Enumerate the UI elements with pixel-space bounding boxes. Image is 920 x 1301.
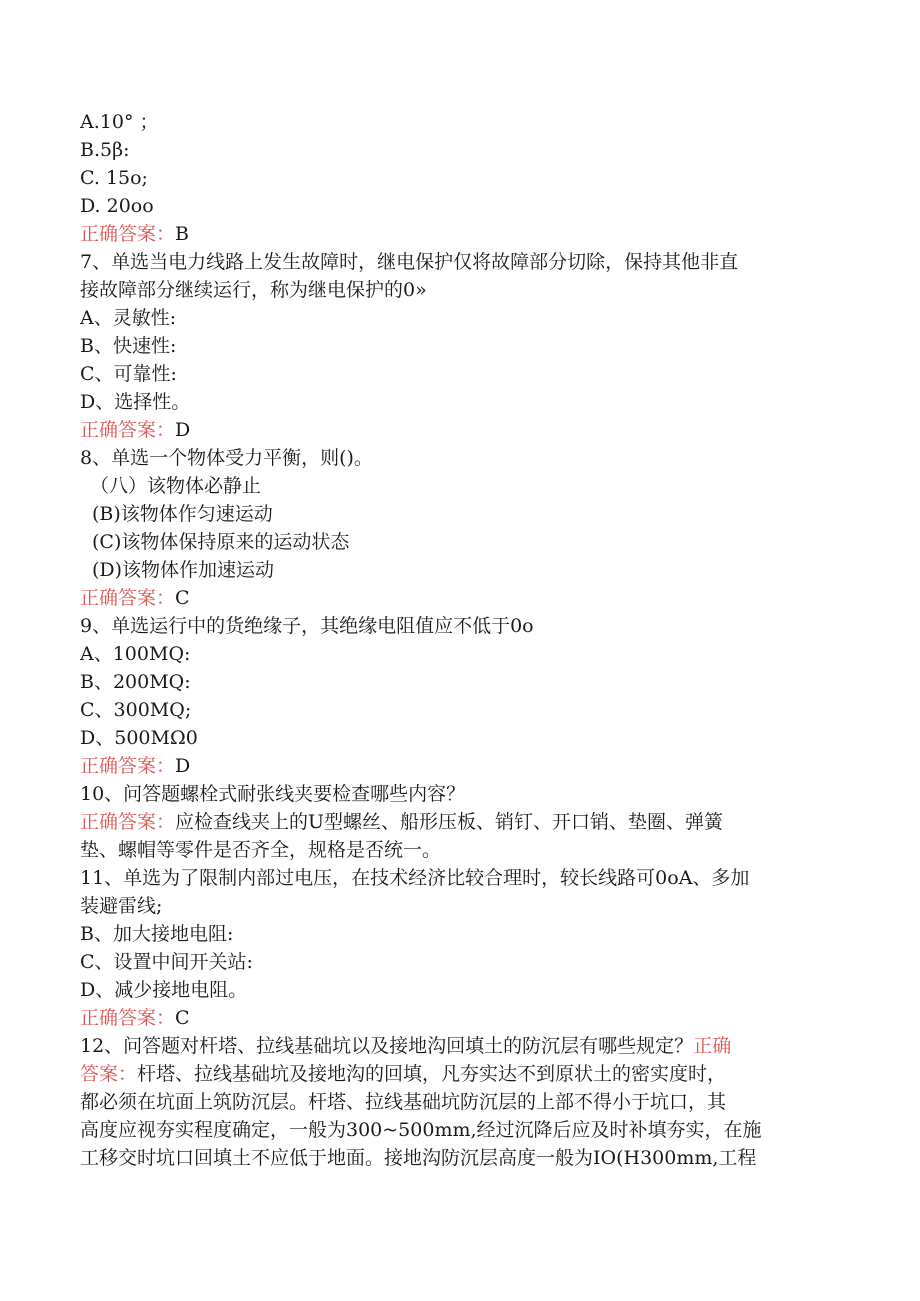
q12-answer-line-1 [80, 1060, 830, 1088]
q6-answer [80, 220, 830, 248]
q9-stem: 9、单选运行中的货绝缘子，其绝缘电阻值应不低于0o [80, 615, 534, 637]
answer-label: 正确答案： [80, 811, 176, 833]
q7-option-b: B、快速性: [80, 335, 177, 357]
answer-text: 杆塔、拉线基础坑及接地沟的回填，凡夯实达不到原状土的密实度时， [137, 1063, 727, 1085]
q11-stem-line-2: 装避雷线; [80, 895, 163, 917]
q8-answer [80, 584, 830, 612]
answer-label: 正确答案： [80, 1007, 176, 1029]
q11-option-c: C、设置中间开关站: [80, 951, 253, 973]
answer-label-part-1: 正确 [693, 1035, 732, 1057]
q7-answer [80, 416, 830, 444]
q11-option-d: D、减少接地电阻。 [80, 979, 248, 1001]
q6-option-b: B.5β: [80, 139, 130, 161]
q8-option-d: (D)该物体作加速运动 [92, 559, 275, 581]
q12-answer-line-4: 工移交时坑口回填土不应低于地面。接地沟防沉层高度一般为IO(H300mm,工程 [80, 1147, 757, 1169]
q6-option-c: C. 15o; [80, 167, 148, 189]
q7-option-d: D、选择性。 [80, 391, 191, 413]
q10-stem: 10、问答题螺栓式耐张线夹要检查哪些内容？ [80, 783, 466, 805]
answer-value: C [175, 1007, 190, 1029]
answer-label: 正确答案： [80, 587, 176, 609]
q12-stem [80, 1032, 830, 1060]
q8-option-b: (B)该物体作匀速运动 [92, 503, 273, 525]
q11-option-b: B、加大接地电阻: [80, 923, 234, 945]
answer-label: 正确答案： [80, 223, 176, 245]
q7-option-a: A、灵敏性: [80, 307, 177, 329]
document-page [80, 108, 830, 1172]
q6-option-d: D. 20oo [80, 195, 154, 217]
q10-answer-line-1 [80, 808, 830, 836]
q9-option-b: B、200MQ: [80, 671, 191, 693]
q11-stem-line-1: 11、单选为了限制内部过电压，在技术经济比较合理时，较长线路可0oA、多加 [80, 867, 750, 889]
q9-option-a: A、100MQ: [80, 643, 191, 665]
q12-answer-line-2: 都必须在坑面上筑防沉层。杆塔、拉线基础坑防沉层的上部不得小于坑口，其 [80, 1091, 727, 1113]
q8-stem: 8、单选一个物体受力平衡，则()。 [80, 447, 373, 469]
answer-text: 应检查线夹上的U型螺丝、船形压板、销钉、开口销、垫圈、弹簧 [175, 811, 724, 833]
q12-answer-line-3: 高度应视夯实程度确定，一般为300~500mm,经过沉降后应及时补填夯实，在施 [80, 1119, 762, 1141]
answer-label: 正确答案： [80, 755, 176, 777]
q7-option-c: C、可靠性: [80, 363, 177, 385]
answer-value: C [175, 587, 190, 609]
q8-option-c: (C)该物体保持原来的运动状态 [92, 531, 350, 553]
answer-value: D [175, 755, 191, 777]
q10-answer-line-2: 垫、螺帽等零件是否齐全，规格是否统一。 [80, 839, 442, 861]
q9-option-c: C、300MQ; [80, 699, 192, 721]
q9-answer [80, 752, 830, 780]
q12-stem-text: 12、问答题对杆塔、拉线基础坑以及接地沟回填土的防沉层有哪些规定？ [80, 1035, 694, 1057]
q9-option-d: D、500MΩ0 [80, 727, 198, 749]
q6-option-a: A.10° ； [80, 111, 159, 133]
answer-value: B [175, 223, 189, 245]
q7-stem-line-1: 7、单选当电力线路上发生故障时，继电保护仅将故障部分切除，保持其他非直 [80, 251, 739, 273]
answer-value: D [175, 419, 191, 441]
answer-label-part-2: 答案： [80, 1063, 138, 1085]
q11-answer [80, 1004, 830, 1032]
answer-label: 正确答案： [80, 419, 176, 441]
q7-stem-line-2: 接故障部分继续运行，称为继电保护的0» [80, 279, 427, 301]
q8-option-a: （八）该物体必静止 [90, 475, 262, 497]
